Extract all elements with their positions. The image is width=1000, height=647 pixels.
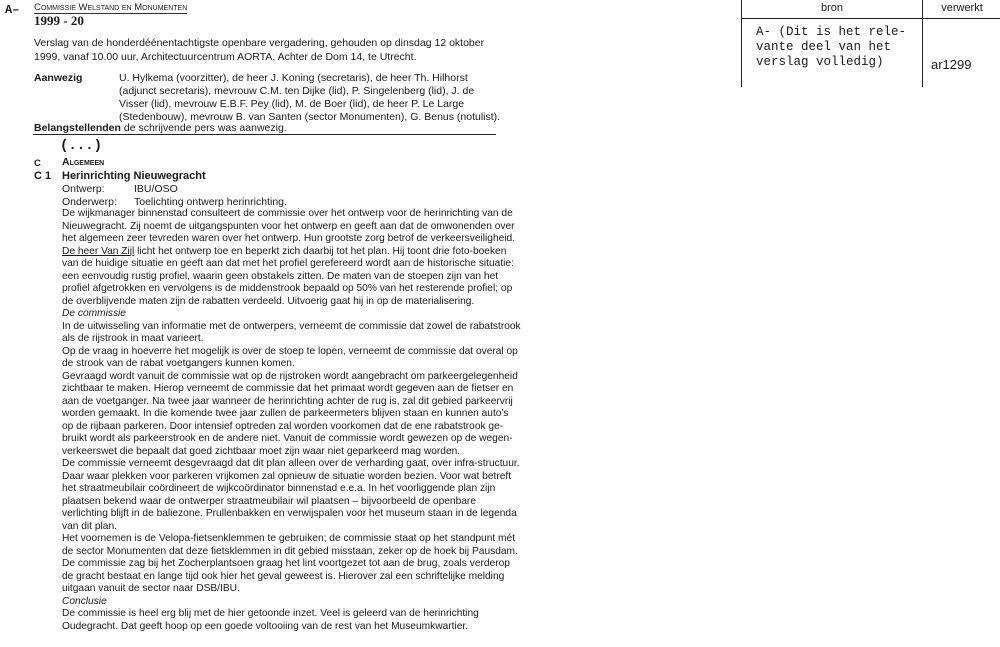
- body-line: de overblijvende maten zijn de rabatten verdeeld. Uitvoerig gaat hij in op de materialisering.: [62, 295, 475, 307]
- body-line: de strook van de rabat voetgangers kunnen komen.: [62, 358, 295, 369]
- section-title: Algemeen: [62, 156, 105, 168]
- body-text: licht het ontwerp toe en beperkt zich daarbij tot het plan. Hij toont drie foto-boeken: [134, 245, 507, 257]
- body-line: Op de vraag in hoeverre het mogelijk is over de stoep te lopen, verneemt de commissie dat overal op: [62, 345, 518, 357]
- ellipsis: (...): [60, 138, 103, 154]
- design-value: IBU/OSO: [134, 183, 178, 195]
- report-number: 1999 - 20: [34, 13, 84, 28]
- interested-text: de schrijvende pers was aanwezig.: [120, 122, 287, 134]
- body-line: de sector Monumenten dat deze fietsklemmen in dit gebied misstaan, zeker op de hoek bij Pausdam.: [62, 545, 518, 557]
- body-line: Het voornemen is de Velopa-fietsenklemmen te gebruiken; de commissie staat op het standpunt mét: [62, 533, 516, 544]
- column-header-processed: verwerkt: [941, 2, 983, 14]
- speaker-name: De heer Van Zijl: [62, 245, 135, 257]
- column-header-source: bron: [820, 2, 844, 14]
- item-code: C 1: [34, 170, 52, 182]
- body-line: zichtbaar te maken. Hierop verneemt de commissie dat het primaat wordt gegeven aan de fietser en: [62, 383, 514, 394]
- body-line: het algemeen zeer tevreden waren over het ontwerp. Hun grootste zorg betrof de verkeersveiligheid.: [62, 233, 516, 244]
- source-line: A- (Dit is het rele-: [756, 25, 907, 39]
- body-line: een eenvoudig rustig profiel, waarin geen obstakels zitten. De maten van de stoepen zijn van het: [62, 270, 499, 282]
- body-line: plaatsen bekend waar de ontwerper straatmeubilair wil plaatsen – bijvoorbeeld de openbare: [62, 495, 476, 507]
- item-title: Herinrichting Nieuwegracht: [62, 170, 206, 182]
- body-line: het straatmeubilair coördineert de wijkcoördinator binnenstad e.e.a. In het voorliggende plan zijn: [62, 483, 496, 494]
- conclusion-heading: Conclusie: [62, 595, 107, 607]
- body-line: uitgaan vanuit de sector naar DSB/IBU.: [62, 583, 240, 594]
- body-line: bruikt wordt als parkeerstrook en de andere niet. Vanuit de commissie wordt gewezen op de wegen-: [62, 433, 513, 444]
- body-line: Daar waar plekken voor parkeren vrijkomen zal opnieuw de situatie worden bezien. Voor wat betreft: [62, 470, 512, 482]
- processed-code: ar1299: [931, 57, 972, 72]
- source-line: vante deel van het: [756, 40, 892, 54]
- source-note: [756, 25, 906, 70]
- intro-line: Verslag van de honderdéénentachtigste openbare vergadering, gehouden op dinsdag 12 oktober: [34, 37, 485, 49]
- section-code: C: [34, 158, 41, 169]
- body-line: profiel afgetrokken en vervolgens is de middenstrook bepaald op 50% van het resterende profiel; op: [62, 283, 513, 294]
- body-line: aan de voetganger. Na twee jaar wanneer de herinrichting achter de rug is, zal dit gebied parkeervrij: [62, 395, 513, 407]
- header-divider: [33, 134, 496, 135]
- design-label: Ontwerp:: [62, 183, 105, 195]
- body-line: De commissie is heel erg blij met de hier getoonde inzet. Veel is geleerd van de herinrichting: [62, 608, 479, 619]
- present-line: Visser (lid), mevrouw E.B.F. Pey (lid), M. de Boer (lid), de heer P. Le Large: [119, 98, 465, 110]
- body-line: van dit plan.: [62, 520, 117, 532]
- body-line: als de rijstrook in maat varieert.: [62, 333, 204, 344]
- present-line: (Stedenbouw), mevrouw B. van Santen (sector Monumenten), G. Benus (notulist).: [119, 111, 501, 123]
- body-line: Nieuwegracht. Zij noemt de uitgangspunten voor het ontwerp en geeft aan dat de omwonenden over: [62, 220, 515, 232]
- body-line: De commissie zag bij het Zocherplantsoen graag het lint voortgezet tot aan de brug, zoals verderop: [62, 558, 510, 569]
- intro-line: 1999, vanaf 10.00 uur, Architectuurcentrum AORTA, Achter de Dom 14, te Utrecht.: [34, 51, 417, 63]
- commission-heading: De commissie: [62, 308, 126, 319]
- body-line: van de huidige situatie en geeft aan dat met het profiel gerefereerd wordt aan de historische situatie:: [62, 258, 514, 269]
- subject-label: Onderwerp:: [62, 196, 117, 208]
- body-line: [62, 246, 521, 259]
- body-line: Gevraagd wordt vanuit de commissie wat op de rijstroken wordt aangebracht om parkeergelegenheid: [62, 370, 518, 382]
- interested-label: Belangstellenden: [34, 122, 121, 134]
- body-line: De wijkmanager binnenstad consulteert de commissie over het ontwerp voor de herinrichting van de: [62, 208, 513, 219]
- body-line: op de rijbaan parkeren. Door intensief optreden zal worden voorkomen dat de ene rabatstrook ge-: [62, 420, 504, 432]
- present-label: Aanwezig: [34, 72, 83, 84]
- body-line: In de uitwisseling van informatie met de ontwerpers, verneemt de commissie dat zowel de rabatstrook: [62, 320, 521, 332]
- body-line: worden gemaakt. In die komende twee jaar zullen de parkeermeters blijven staan en kunnen auto's: [62, 408, 509, 419]
- source-table: [741, 0, 1000, 87]
- subject-value: Toelichting ontwerp herinrichting.: [134, 196, 287, 208]
- table-divider: [742, 18, 1000, 19]
- body-line: verkeerswet die bepaalt dat goed zichtbaar moet zijn waar niet geparkeerd mag worden.: [62, 445, 461, 457]
- source-line: verslag volledig): [756, 55, 884, 69]
- source-mark: A–: [5, 3, 20, 17]
- intro: [34, 36, 484, 64]
- present-line: U. Hylkema (voorzitter), de heer J. Koning (secretaris), de heer Th. Hilhorst: [119, 72, 468, 84]
- body-line: Oudegracht. Dat geeft hoop op een goede voltooiing van de rest van het Museumkwartier.: [62, 620, 469, 632]
- present-list: [119, 72, 500, 124]
- interested-row: [34, 122, 287, 134]
- report-body: [62, 208, 521, 633]
- body-line: De commissie verneemt desgevraagd dat dit plan alleen over de verharding gaat, over infra-structuur.: [62, 458, 520, 469]
- body-line: de gracht bestaat en lange tijd ook hier het geval geweest is. Hierover zal een schriftelijke melding: [62, 570, 505, 582]
- present-line: (adjunct secretaris), mevrouw C.M. ten Dijke (lid), P. Singelenberg (lid), J. de: [119, 85, 475, 97]
- body-line: verlichting blijft in de baliezone. Prullenbakken en verwijspalen voor het museum staan in de legenda: [62, 508, 517, 519]
- organisation-name: Commissie Welstand en Monumenten: [34, 2, 188, 13]
